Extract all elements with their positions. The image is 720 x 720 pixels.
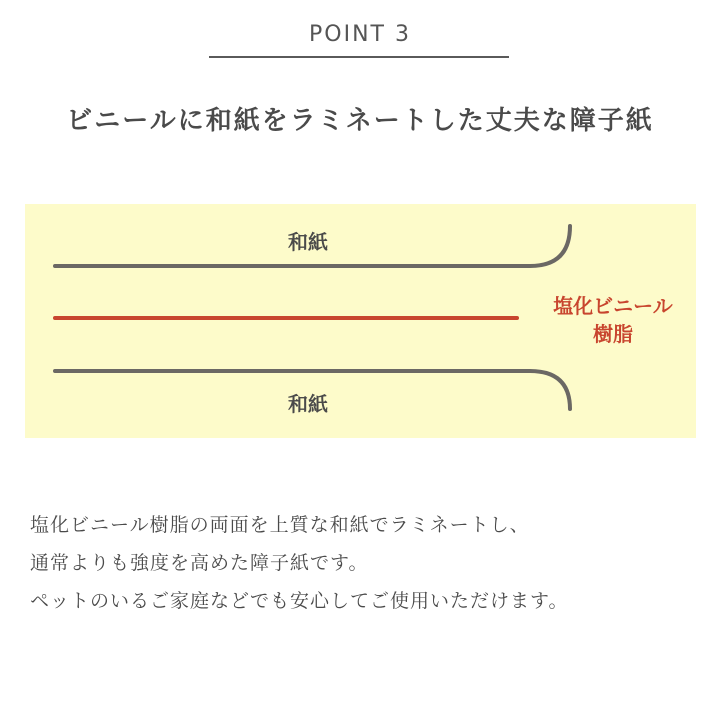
description-line-3: ペットのいるご家庭などでも安心してご使用いただけます。 [30,590,569,612]
headline: ビニールに和紙をラミネートした丈夫な障子紙 [66,106,654,136]
point-underline [209,56,509,58]
bottom-washi-label: 和紙 [288,392,328,416]
point-label: POINT 3 [309,22,411,47]
pvc-label-line2: 樹脂 [593,322,633,346]
pvc-label [513,292,713,348]
pvc-label-line1: 塩化ビニール [553,294,673,318]
description [30,506,700,620]
layer-diagram [25,204,696,438]
description-line-1: 塩化ビニール樹脂の両面を上質な和紙でラミネートし、 [30,514,530,536]
top-washi-label: 和紙 [288,230,328,254]
description-line-2: 通常よりも強度を高めた障子紙です。 [30,552,369,574]
